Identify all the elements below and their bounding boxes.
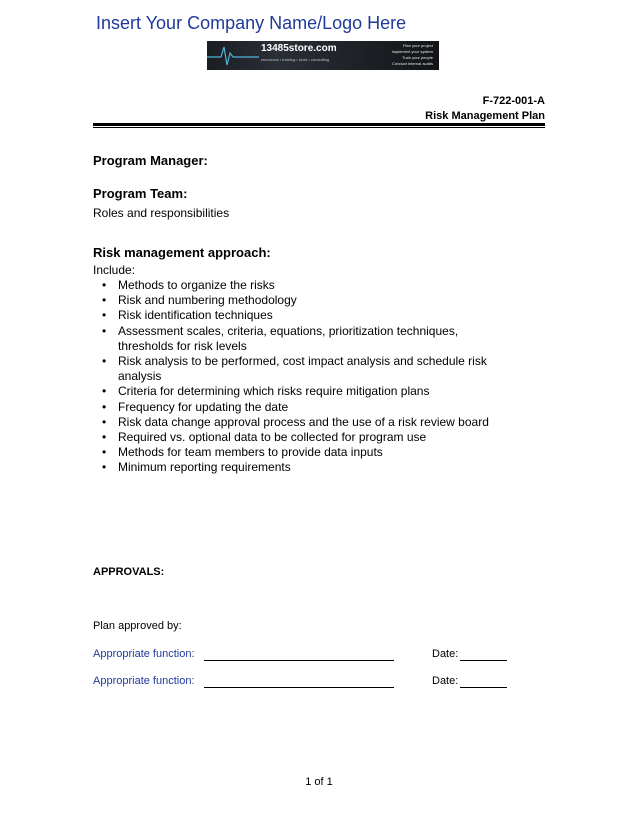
- header-rule-thin: [93, 127, 545, 128]
- banner-item: Implement your system: [391, 49, 433, 54]
- banner-item: Conduct internal audits: [392, 61, 433, 66]
- banner-brand: 13485store.com: [261, 43, 337, 54]
- plan-approved-by: Plan approved by:: [93, 620, 182, 632]
- page-number: 1 of 1: [305, 776, 333, 788]
- approval-function-label-1: Appropriate function:: [93, 648, 195, 660]
- approach-heading: Risk management approach:: [93, 245, 271, 260]
- banner-item: Plan your project: [402, 43, 433, 48]
- list-item: • Criteria for determining which risks require mitigation plans: [93, 384, 553, 399]
- program-manager-heading: Program Manager:: [93, 153, 208, 168]
- date-label-1: Date:: [432, 648, 459, 660]
- list-item: • Risk and numbering methodology: [93, 293, 553, 308]
- document-id-block: [425, 94, 545, 124]
- approvals-heading: APPROVALS:: [93, 566, 165, 578]
- program-team-heading: Program Team:: [93, 186, 188, 201]
- header-rule: [93, 123, 545, 126]
- list-item: • Risk analysis to be performed, cost impact analysis and schedule risk analysis: [93, 354, 518, 384]
- signature-line-1[interactable]: [204, 660, 394, 661]
- doc-number: F-722-001-A: [482, 95, 545, 107]
- store-banner-logo: [207, 41, 439, 70]
- banner-item: Train your people: [402, 55, 433, 60]
- date-line-2[interactable]: [460, 687, 507, 688]
- include-label: Include:: [93, 263, 136, 277]
- list-item: • Methods to organize the risks: [93, 278, 553, 293]
- banner-tagline: resources • training • tools • consulting: [261, 57, 330, 62]
- list-item: • Required vs. optional data to be collected for program use: [93, 430, 553, 445]
- list-item: • Methods for team members to provide data inputs: [93, 445, 553, 460]
- doc-title: Risk Management Plan: [425, 110, 545, 122]
- list-item: • Risk identification techniques: [93, 308, 553, 323]
- signature-line-2[interactable]: [204, 687, 394, 688]
- approach-list: [93, 278, 553, 476]
- approval-function-label-2: Appropriate function:: [93, 675, 195, 687]
- date-line-1[interactable]: [460, 660, 507, 661]
- company-name-placeholder: Insert Your Company Name/Logo Here: [96, 13, 407, 33]
- list-item: • Minimum reporting requirements: [93, 460, 553, 475]
- date-label-2: Date:: [432, 675, 459, 687]
- heartbeat-icon: [207, 41, 259, 70]
- list-item: • Assessment scales, criteria, equations, prioritization techniques, thresholds for risk levels: [93, 324, 488, 354]
- roles-text: Roles and responsibilities: [93, 206, 230, 220]
- banner-items: [392, 43, 433, 67]
- list-item: • Frequency for updating the date: [93, 400, 553, 415]
- list-item: • Risk data change approval process and the use of a risk review board: [93, 415, 553, 430]
